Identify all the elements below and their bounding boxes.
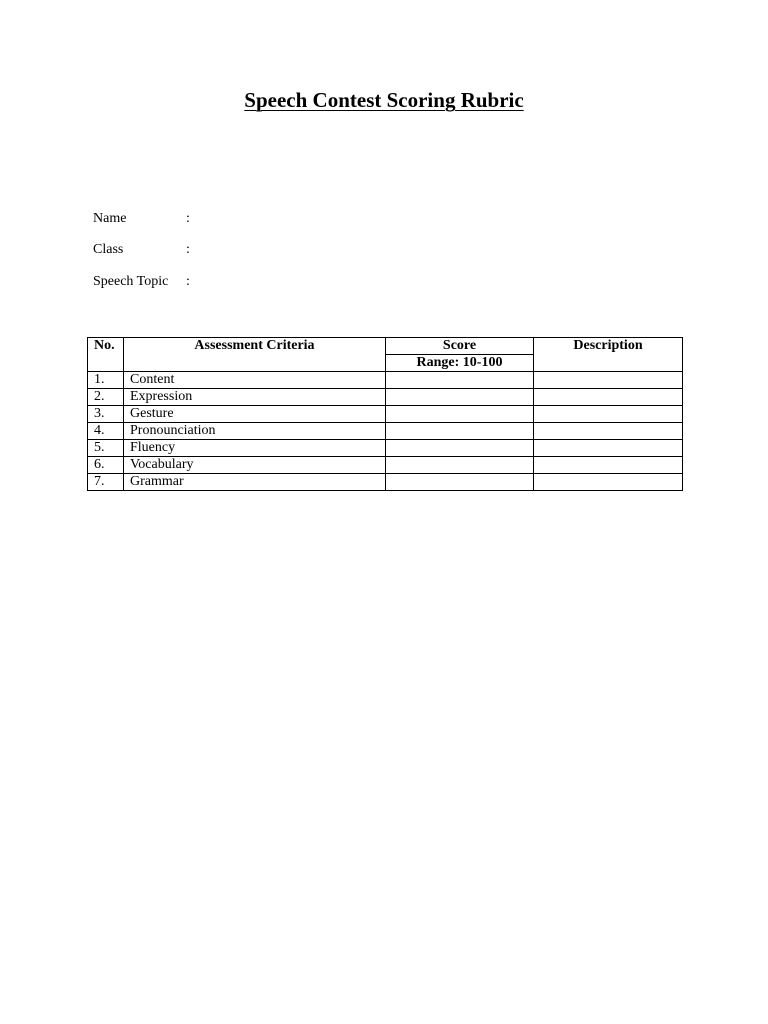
header-score-range: Range: 10-100 — [386, 355, 534, 372]
row-criteria: Vocabulary — [124, 457, 386, 474]
row-criteria: Gesture — [124, 406, 386, 423]
header-score: Score — [386, 338, 534, 355]
row-criteria: Pronounciation — [124, 423, 386, 440]
table-header-row — [88, 338, 683, 355]
row-number: 7. — [88, 474, 124, 491]
header-description: Description — [534, 338, 683, 372]
speech-topic-colon: : — [186, 274, 190, 289]
row-description-cell[interactable] — [534, 372, 683, 389]
class-field — [93, 241, 190, 259]
table-row — [88, 440, 683, 457]
table-row — [88, 389, 683, 406]
name-label: Name — [93, 211, 127, 226]
row-score-cell[interactable] — [386, 406, 534, 423]
row-criteria: Content — [124, 372, 386, 389]
table-row — [88, 457, 683, 474]
table-row — [88, 474, 683, 491]
row-score-cell[interactable] — [386, 389, 534, 406]
speech-topic-label: Speech Topic — [93, 274, 169, 289]
row-number: 3. — [88, 406, 124, 423]
rubric-table — [87, 337, 683, 491]
page-title: Speech Contest Scoring Rubric — [244, 88, 524, 112]
row-number: 5. — [88, 440, 124, 457]
class-label: Class — [93, 242, 124, 257]
row-number: 1. — [88, 372, 124, 389]
row-description-cell[interactable] — [534, 474, 683, 491]
row-score-cell[interactable] — [386, 440, 534, 457]
row-description-cell[interactable] — [534, 423, 683, 440]
row-score-cell[interactable] — [386, 423, 534, 440]
row-criteria: Fluency — [124, 440, 386, 457]
row-score-cell[interactable] — [386, 474, 534, 491]
name-colon: : — [186, 211, 190, 226]
name-field — [93, 210, 190, 228]
row-number: 6. — [88, 457, 124, 474]
row-description-cell[interactable] — [534, 389, 683, 406]
header-criteria: Assessment Criteria — [124, 338, 386, 372]
speech-topic-field — [93, 273, 190, 291]
row-description-cell[interactable] — [534, 406, 683, 423]
table-row — [88, 372, 683, 389]
header-no: No. — [88, 338, 124, 372]
row-number: 4. — [88, 423, 124, 440]
row-number: 2. — [88, 389, 124, 406]
row-score-cell[interactable] — [386, 372, 534, 389]
table-row — [88, 406, 683, 423]
class-colon: : — [186, 242, 190, 257]
row-criteria: Grammar — [124, 474, 386, 491]
row-score-cell[interactable] — [386, 457, 534, 474]
row-description-cell[interactable] — [534, 440, 683, 457]
row-criteria: Expression — [124, 389, 386, 406]
row-description-cell[interactable] — [534, 457, 683, 474]
table-row — [88, 423, 683, 440]
